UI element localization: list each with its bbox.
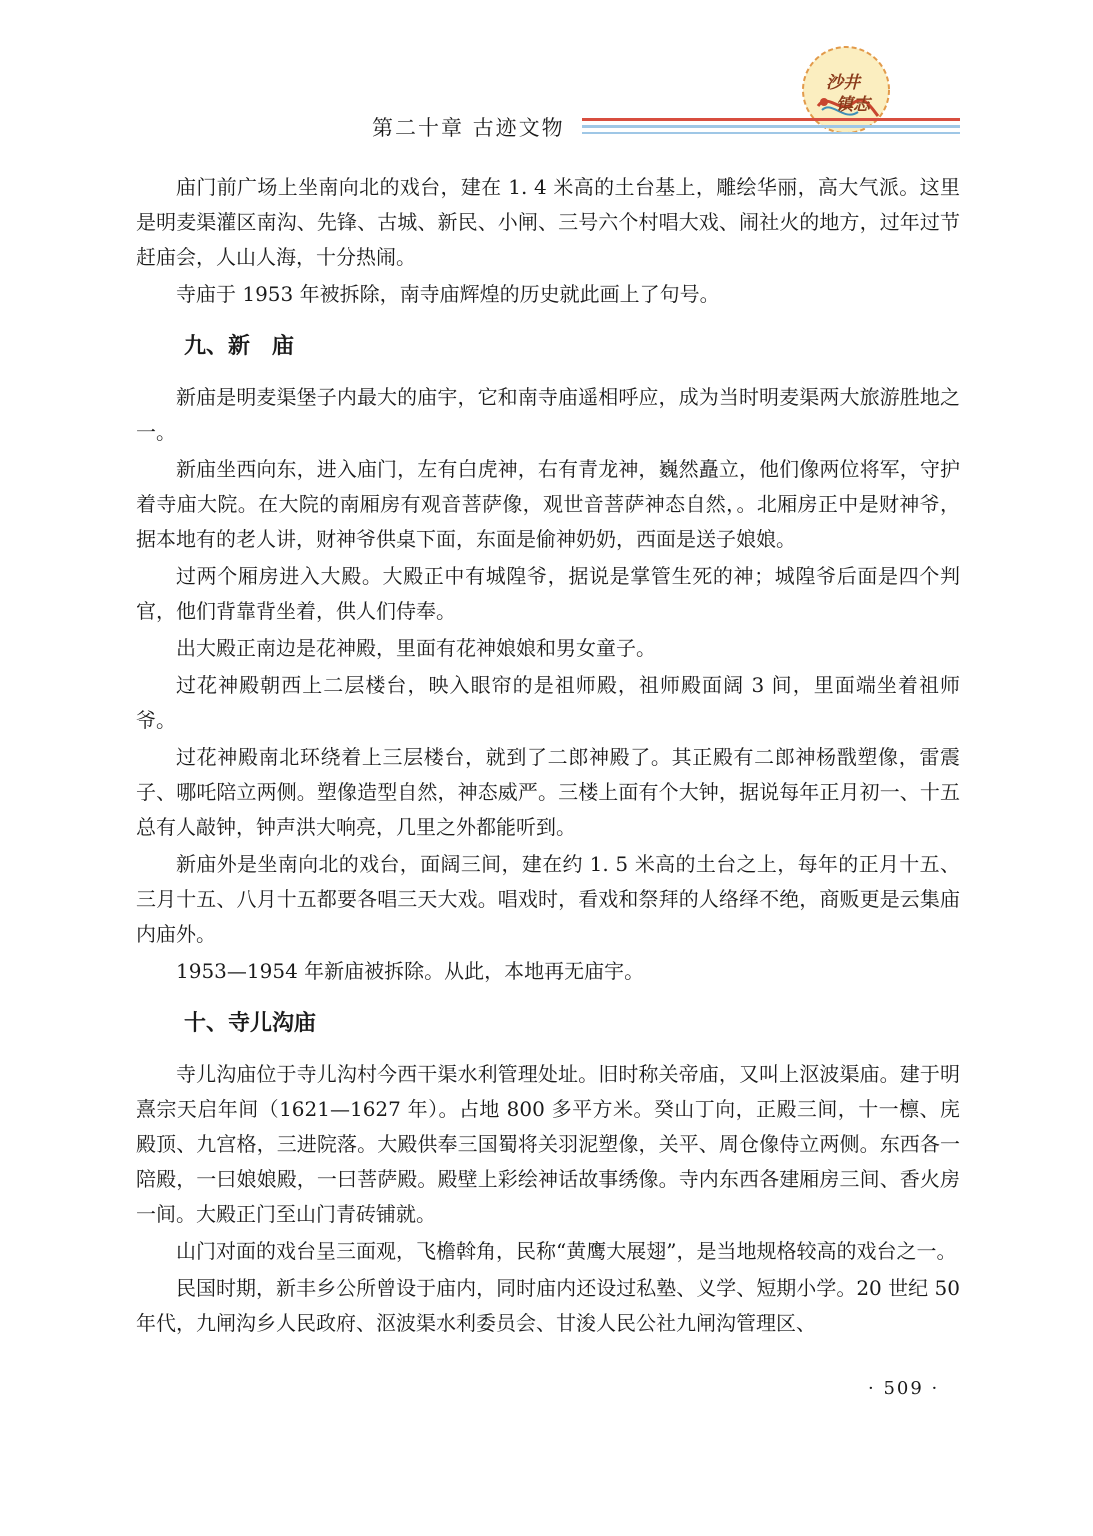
intro-paragraph-2: 寺庙于 1953 年被拆除，南寺庙辉煌的历史就此画上了句号。 xyxy=(176,282,720,306)
section10-paragraph-3: 民国时期，新丰乡公所曾设于庙内，同时庙内还设过私塾、义学、短期小学。20 世纪 50 年代，九闸沟乡人民政府、沤波渠水利委员会、甘浚人民公社九闸沟管理区、 xyxy=(136,1276,960,1335)
seal-text-line1: 沙井 xyxy=(826,73,860,93)
section-heading-siergou-temple: 十、寺儿沟庙 xyxy=(184,1011,317,1036)
chapter-title: 第二十章 古迹文物 xyxy=(372,116,565,140)
section9-paragraph-4: 出大殿正南边是花神殿，里面有花神娘娘和男女童子。 xyxy=(176,636,656,660)
section9-paragraph-2: 新庙坐西向东，进入庙门，左有白虎神，右有青龙神，巍然矗立，他们像两位将军，守护着寺庙大院。在大院的南厢房有观音菩萨像，观世音菩萨神态自然，。北厢房正中是财神爷，据本地有的老人讲，财神爷供桌下面，东面是偷神奶奶，西面是送子娘娘。 xyxy=(136,457,960,551)
section9-paragraph-8: 1953—1954 年新庙被拆除。从此，本地再无庙宇。 xyxy=(176,959,645,983)
header-rule-red xyxy=(582,118,960,121)
page-header xyxy=(0,0,1093,150)
section10-paragraph-1: 寺儿沟庙位于寺儿沟村今西干渠水利管理处址。旧时称关帝庙，又叫上沤波渠庙。建于明熹宗天启年间（1621—1627 年）。占地 800 多平方米。癸山丁向，正殿三间，十一檩、庑殿顶、九宫格，三进院落。大殿供奉三国蜀将关羽泥塑像，关平、周仓像侍立两侧。东西各一陪殿，一曰娘娘殿，一曰菩萨殿。殿壁上彩绘神话故事绣像。寺内东西各建厢房三间、香火房一间。大殿正门至山门青砖铺就。 xyxy=(136,1062,960,1226)
section9-paragraph-6: 过花神殿南北环绕着上三层楼台，就到了二郎神殿了。其正殿有二郎神杨戬塑像，雷震子、哪吒陪立两侧。塑像造型自然，神态威严。三楼上面有个大钟，据说每年正月初一、十五总有人敲钟，钟声洪大响亮，几里之外都能听到。 xyxy=(136,745,960,839)
section9-paragraph-3: 过两个厢房进入大殿。大殿正中有城隍爷，据说是掌管生死的神；城隍爷后面是四个判官，他们背靠背坐着，供人们侍奉。 xyxy=(136,564,960,623)
section9-paragraph-7: 新庙外是坐南向北的戏台，面阔三间，建在约 1. 5 米高的土台之上，每年的正月十五、三月十五、八月十五都要各唱三天大戏。唱戏时，看戏和祭拜的人络绎不绝，商贩更是云集庙内庙外。 xyxy=(136,852,960,946)
page-number: · 509 · xyxy=(868,1378,940,1399)
section9-paragraph-1: 新庙是明麦渠堡子内最大的庙宇，它和南寺庙遥相呼应，成为当时明麦渠两大旅游胜地之一。 xyxy=(136,385,960,444)
page-body xyxy=(136,170,960,1343)
header-rule-blue-thin xyxy=(582,132,960,134)
section10-paragraph-2: 山门对面的戏台呈三面观，飞檐斡角，民称“黄鹰大展翅”，是当地规格较高的戏台之一。 xyxy=(176,1239,957,1263)
seal-text-line2: 镇志 xyxy=(836,95,870,115)
section-heading-new-temple: 九、新 庙 xyxy=(184,334,295,359)
section9-paragraph-5: 过花神殿朝西上二层楼台，映入眼帘的是祖师殿，祖师殿面阔 3 间，里面端坐着祖师爷。 xyxy=(136,673,960,732)
intro-paragraph-1: 庙门前广场上坐南向北的戏台，建在 1. 4 米高的土台基上，雕绘华丽，高大气派。这里是明麦渠灌区南沟、先锋、古城、新民、小闸、三号六个村唱大戏、闹社火的地方，过年过节赶庙会，人山人海，十分热闹。 xyxy=(136,175,960,269)
header-rule-blue xyxy=(582,125,960,128)
